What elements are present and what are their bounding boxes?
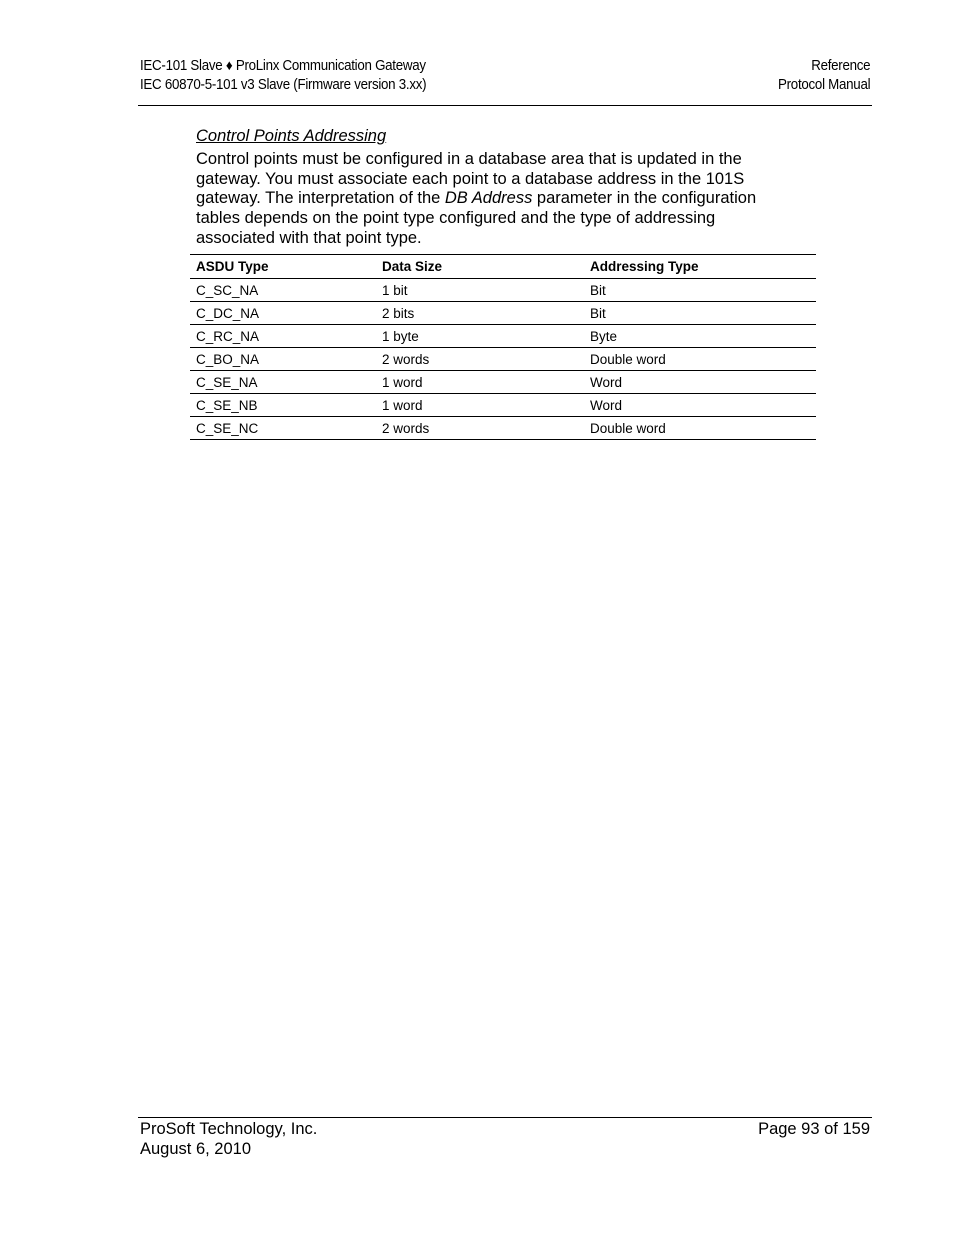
table-header-row xyxy=(190,255,816,279)
section-heading: Control Points Addressing xyxy=(196,127,387,145)
data-size-cell: 1 byte xyxy=(376,325,584,348)
paragraph-text-2: parameter in the configuration tables depends on the point type configured and the type of addressing associated with that point type. xyxy=(196,189,757,247)
table-row xyxy=(190,302,816,325)
addressing-type-cell: Bit xyxy=(584,302,816,325)
asdu-type-cell: C_SC_NA xyxy=(190,279,376,302)
addressing-type-cell: Word xyxy=(584,371,816,394)
table-row xyxy=(190,371,816,394)
addressing-type-cell: Bit xyxy=(584,279,816,302)
running-header-right xyxy=(778,57,870,95)
data-size-cell: 1 word xyxy=(376,371,584,394)
control-points-table xyxy=(190,254,816,440)
header-section-label: Reference xyxy=(810,58,870,74)
data-size-cell: 1 word xyxy=(376,394,584,417)
asdu-type-cell: C_BO_NA xyxy=(190,348,376,371)
table-row xyxy=(190,417,816,440)
addressing-type-cell: Byte xyxy=(584,325,816,348)
column-header-data-size: Data Size xyxy=(376,255,584,279)
running-footer-left xyxy=(140,1120,317,1159)
page-number: Page 93 of 159 xyxy=(758,1120,870,1138)
paragraph-text-1: Control points must be configured in a database area that is updated in the gateway. You must associate each point to a database address in the 101S gateway. The interpretation of the xyxy=(196,150,745,208)
data-size-cell: 2 bits xyxy=(376,302,584,325)
header-divider xyxy=(138,105,872,106)
addressing-type-cell: Word xyxy=(584,394,816,417)
running-footer-right xyxy=(758,1120,870,1140)
data-size-cell: 2 words xyxy=(376,348,584,371)
footer-company: ProSoft Technology, Inc. xyxy=(140,1120,318,1138)
data-size-cell: 1 bit xyxy=(376,279,584,302)
db-address-term: DB Address xyxy=(444,189,533,208)
body-paragraph xyxy=(196,150,796,249)
addressing-type-cell: Double word xyxy=(584,417,816,440)
table-row xyxy=(190,348,816,371)
footer-divider xyxy=(138,1117,872,1118)
column-header-asdu-type: ASDU Type xyxy=(190,255,376,279)
header-protocol-line: IEC 60870-5-101 v3 Slave (Firmware version 3.xx) xyxy=(140,77,427,93)
table-row xyxy=(190,394,816,417)
header-manual-label: Protocol Manual xyxy=(777,77,870,93)
asdu-type-cell: C_SE_NB xyxy=(190,394,376,417)
footer-date: August 6, 2010 xyxy=(140,1139,252,1158)
asdu-type-cell: C_RC_NA xyxy=(190,325,376,348)
asdu-type-cell: C_DC_NA xyxy=(190,302,376,325)
table-row xyxy=(190,325,816,348)
running-header-left xyxy=(140,57,426,95)
addressing-type-cell: Double word xyxy=(584,348,816,371)
table-row xyxy=(190,279,816,302)
asdu-type-cell: C_SE_NC xyxy=(190,417,376,440)
header-product-line: IEC-101 Slave ♦ ProLinx Communication Gateway xyxy=(140,58,426,74)
asdu-type-cell: C_SE_NA xyxy=(190,371,376,394)
data-size-cell: 2 words xyxy=(376,417,584,440)
column-header-addressing-type: Addressing Type xyxy=(584,255,816,279)
